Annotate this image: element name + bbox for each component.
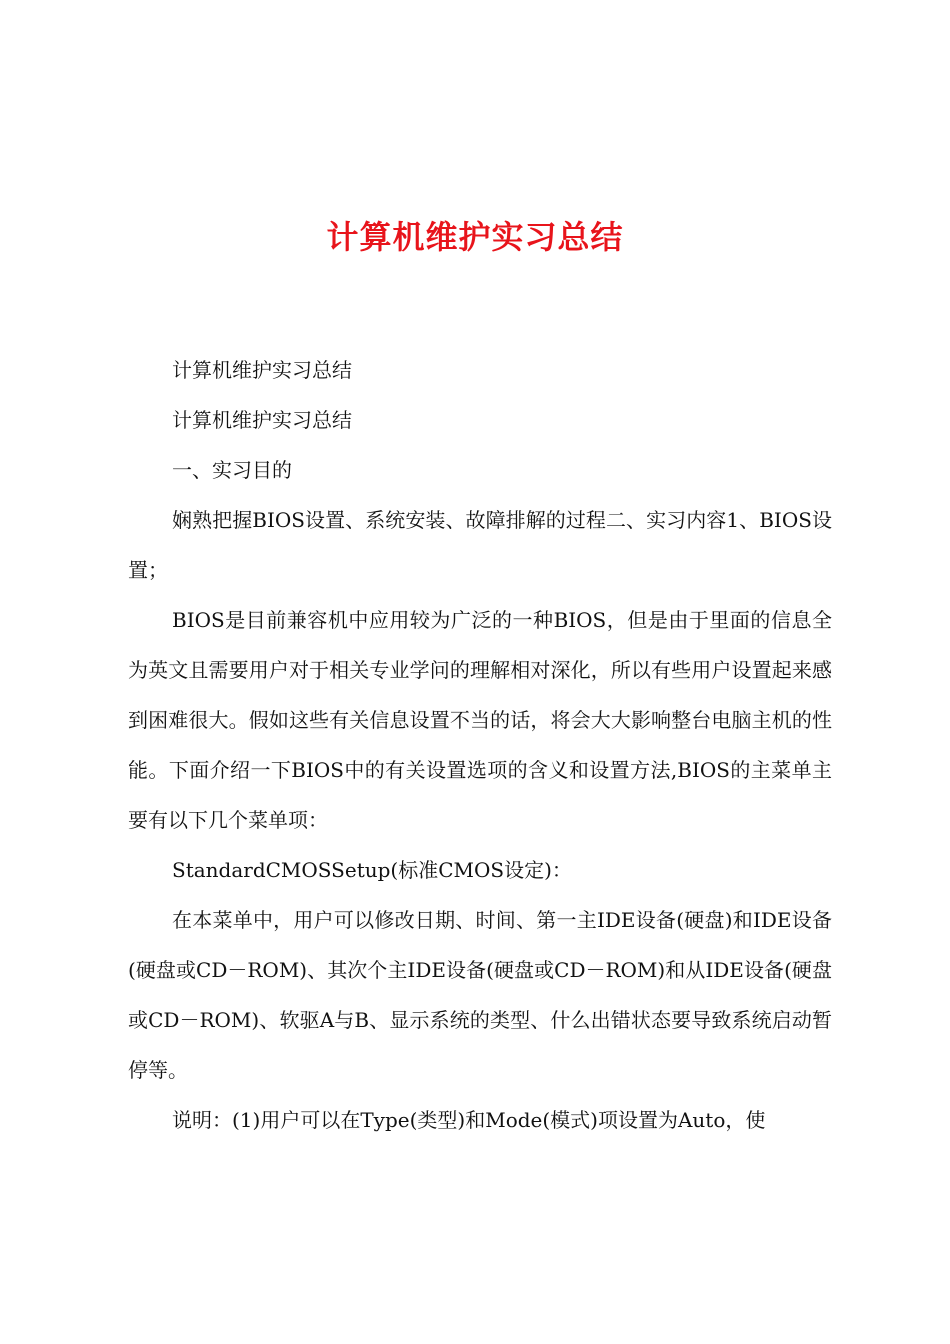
paragraph: 计算机维护实习总结 — [172, 408, 352, 432]
section-heading: 一、实习目的 — [172, 458, 292, 482]
document-title: 计算机维护实习总结 — [326, 218, 624, 256]
paragraph: StandardCMOSSetup(标准CMOS设定)： — [172, 858, 572, 882]
paragraph: 娴熟把握BIOS设置、系统安装、故障排解的过程二、实习内容1、BIOS设置； — [128, 508, 832, 582]
paragraph: BIOS是目前兼容机中应用较为广泛的一种BIOS，但是由于里面的信息全为英文且需要用户对于相关专业学问的理解相对深化，所以有些用户设置起来感到困难很大。假如这些有关信息设置不当的话，将会大大影响整台电脑主机的性能。下面介绍一下BIOS中的有关设置选项的含义和设置方法,BIOS的主菜单主要有以下几个菜单项： — [128, 608, 832, 832]
paragraph: 计算机维护实习总结 — [172, 358, 352, 382]
document-body — [128, 345, 832, 1145]
paragraph: 在本菜单中，用户可以修改日期、时间、第一主IDE设备(硬盘)和IDE设备(硬盘或CD－ROM)、其次个主IDE设备(硬盘或CD－ROM)和从IDE设备(硬盘或CD－ROM)、软驱A与B、显示系统的类型、什么出错状态要导致系统启动暂停等。 — [128, 908, 832, 1082]
paragraph: 说明：(1)用户可以在Type(类型)和Mode(模式)项设置为Auto，使 — [172, 1108, 766, 1132]
